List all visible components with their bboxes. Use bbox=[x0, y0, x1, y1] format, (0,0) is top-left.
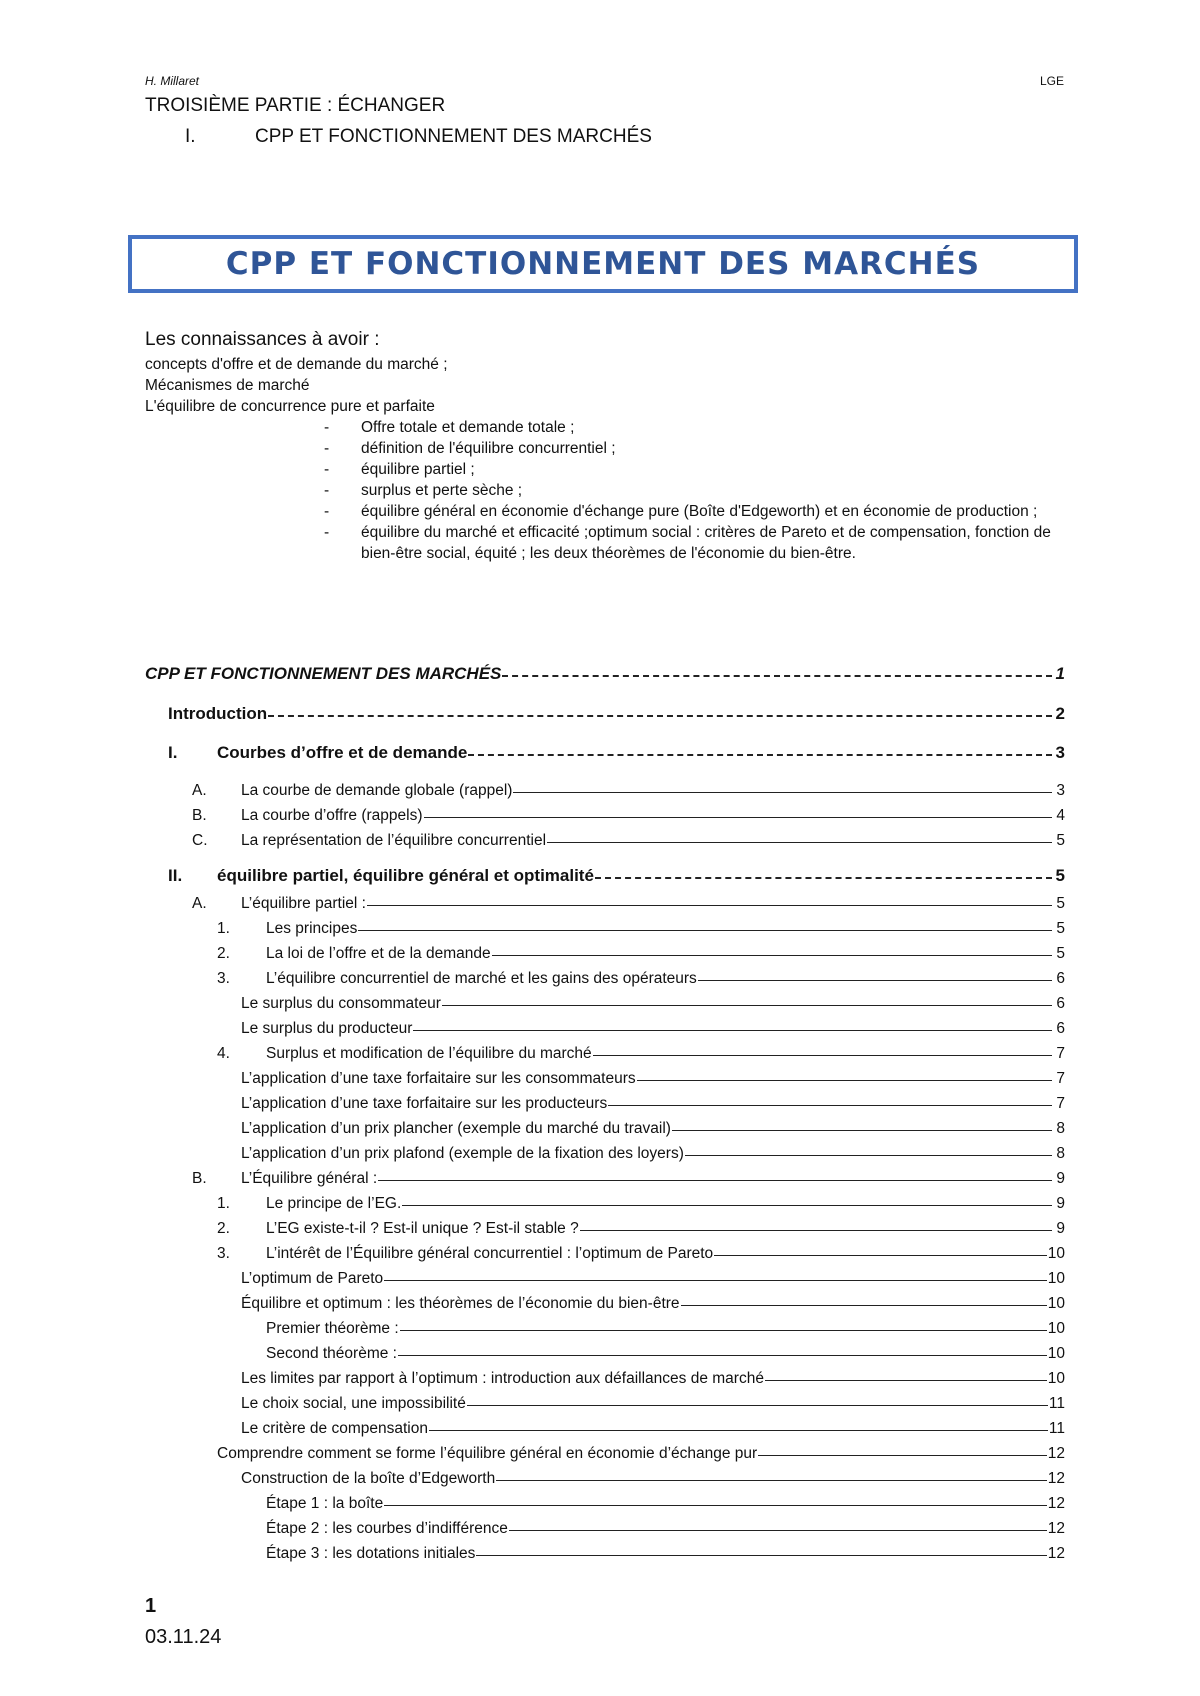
bullet-item: - équilibre partiel ; bbox=[324, 461, 475, 478]
header-code: LGE bbox=[1040, 74, 1065, 88]
toc-entry[interactable]: CPP ET FONCTIONNEMENT DES MARCHÉS 1 bbox=[145, 664, 1065, 683]
knowledge-line: concepts d'offre et de demande du marché ; bbox=[145, 356, 448, 373]
dash-icon: - bbox=[324, 440, 330, 457]
bullet-item: - équilibre du marché et efficacité ;optimum social : critères de Pareto et de compensation, fonction de bien-être social, équité ; les deux théorèmes de l'économie du bien-être. bbox=[324, 524, 1051, 562]
toc-entry[interactable]: Le surplus du producteur 6 bbox=[241, 1020, 1065, 1037]
toc-entry[interactable]: Introduction 2 bbox=[168, 704, 1065, 723]
toc-entry[interactable]: 1. Le principe de l’EG. 9 bbox=[217, 1195, 1065, 1212]
toc-entry[interactable]: Le surplus du consommateur 6 bbox=[241, 995, 1065, 1012]
toc-entry[interactable]: B. La courbe d’offre (rappels) 4 bbox=[192, 807, 1065, 824]
toc-entry[interactable]: Premier théorème : 10 bbox=[266, 1320, 1065, 1337]
knowledge-bullets bbox=[322, 417, 1062, 564]
toc-entry[interactable]: 3. L’intérêt de l’Équilibre général concurrentiel : l’optimum de Pareto 10 bbox=[217, 1245, 1065, 1262]
dash-icon: - bbox=[324, 461, 330, 478]
section-title: CPP ET FONCTIONNEMENT DES MARCHÉS bbox=[255, 126, 652, 147]
toc-entry[interactable]: Le choix social, une impossibilité 11 bbox=[241, 1395, 1065, 1412]
toc-entry[interactable]: II. équilibre partiel, équilibre général et optimalité 5 bbox=[168, 866, 1065, 885]
toc-entry[interactable]: Le critère de compensation 11 bbox=[241, 1420, 1065, 1437]
knowledge-line: L'équilibre de concurrence pure et parfaite bbox=[145, 398, 435, 415]
toc-entry[interactable]: L’application d’une taxe forfaitaire sur les producteurs 7 bbox=[241, 1095, 1065, 1112]
knowledge-line: Mécanismes de marché bbox=[145, 377, 310, 394]
toc-entry[interactable]: Étape 3 : les dotations initiales 12 bbox=[266, 1545, 1065, 1562]
dash-icon: - bbox=[324, 524, 330, 541]
toc-entry[interactable]: B. L’Équilibre général : 9 bbox=[192, 1170, 1065, 1187]
toc-entry[interactable]: L’optimum de Pareto 10 bbox=[241, 1270, 1065, 1287]
toc-entry[interactable]: 1. Les principes 5 bbox=[217, 920, 1065, 937]
toc-entry[interactable]: L’application d’une taxe forfaitaire sur les consommateurs 7 bbox=[241, 1070, 1065, 1087]
dash-icon: - bbox=[324, 482, 330, 499]
dash-icon: - bbox=[324, 419, 330, 436]
section-heading bbox=[185, 126, 652, 148]
toc-entry[interactable]: L’application d’un prix plafond (exemple de la fixation des loyers) 8 bbox=[241, 1145, 1065, 1162]
bullet-item: - Offre totale et demande totale ; bbox=[324, 419, 575, 436]
boxed-title-text: CPP ET FONCTIONNEMENT DES MARCHÉS bbox=[225, 246, 981, 282]
toc-entry[interactable]: Second théorème : 10 bbox=[266, 1345, 1065, 1362]
part-title: TROISIÈME PARTIE : ÉCHANGER bbox=[145, 95, 446, 116]
bullet-item: - équilibre général en économie d'échange pure (Boîte d'Edgeworth) et en économie de production ; bbox=[324, 503, 1038, 520]
toc-entry[interactable]: 2. La loi de l’offre et de la demande 5 bbox=[217, 945, 1065, 962]
dash-icon: - bbox=[324, 503, 330, 520]
toc-entry[interactable]: Étape 1 : la boîte 12 bbox=[266, 1495, 1065, 1512]
toc-entry[interactable]: Les limites par rapport à l’optimum : introduction aux défaillances de marché 10 bbox=[241, 1370, 1065, 1387]
toc-entry[interactable]: A. L’équilibre partiel : 5 bbox=[192, 895, 1065, 912]
footer-date: 03.11.24 bbox=[145, 1626, 222, 1648]
knowledge-lines bbox=[145, 354, 448, 417]
toc-entry[interactable]: 4. Surplus et modification de l’équilibre du marché 7 bbox=[217, 1045, 1065, 1062]
toc-entry[interactable]: Étape 2 : les courbes d’indifférence 12 bbox=[266, 1520, 1065, 1537]
toc-entry[interactable]: Comprendre comment se forme l’équilibre général en économie d’échange pur 12 bbox=[217, 1445, 1065, 1462]
toc-entry[interactable]: I. Courbes d’offre et de demande 3 bbox=[168, 743, 1065, 762]
boxed-title bbox=[128, 235, 1078, 293]
toc-entry[interactable]: Construction de la boîte d’Edgeworth 12 bbox=[241, 1470, 1065, 1487]
footer-page-number: 1 bbox=[145, 1595, 157, 1617]
bullet-item: - surplus et perte sèche ; bbox=[324, 482, 523, 499]
toc-entry[interactable]: L’application d’un prix plancher (exemple du marché du travail) 8 bbox=[241, 1120, 1065, 1137]
toc-entry[interactable]: 2. L’EG existe-t-il ? Est-il unique ? Est-il stable ? 9 bbox=[217, 1220, 1065, 1237]
knowledge-heading: Les connaissances à avoir : bbox=[145, 329, 380, 350]
table-of-contents bbox=[145, 664, 1065, 1570]
bullet-item: - définition de l'équilibre concurrentiel ; bbox=[324, 440, 616, 457]
section-number: I. bbox=[185, 126, 196, 147]
toc-entry[interactable]: A. La courbe de demande globale (rappel) 3 bbox=[192, 782, 1065, 799]
toc-entry[interactable]: 3. L’équilibre concurrentiel de marché et les gains des opérateurs 6 bbox=[217, 970, 1065, 987]
header-author: H. Millaret bbox=[145, 74, 200, 88]
toc-entry[interactable]: Équilibre et optimum : les théorèmes de l’économie du bien-être 10 bbox=[241, 1295, 1065, 1312]
toc-entry[interactable]: C. La représentation de l’équilibre concurrentiel 5 bbox=[192, 832, 1065, 849]
